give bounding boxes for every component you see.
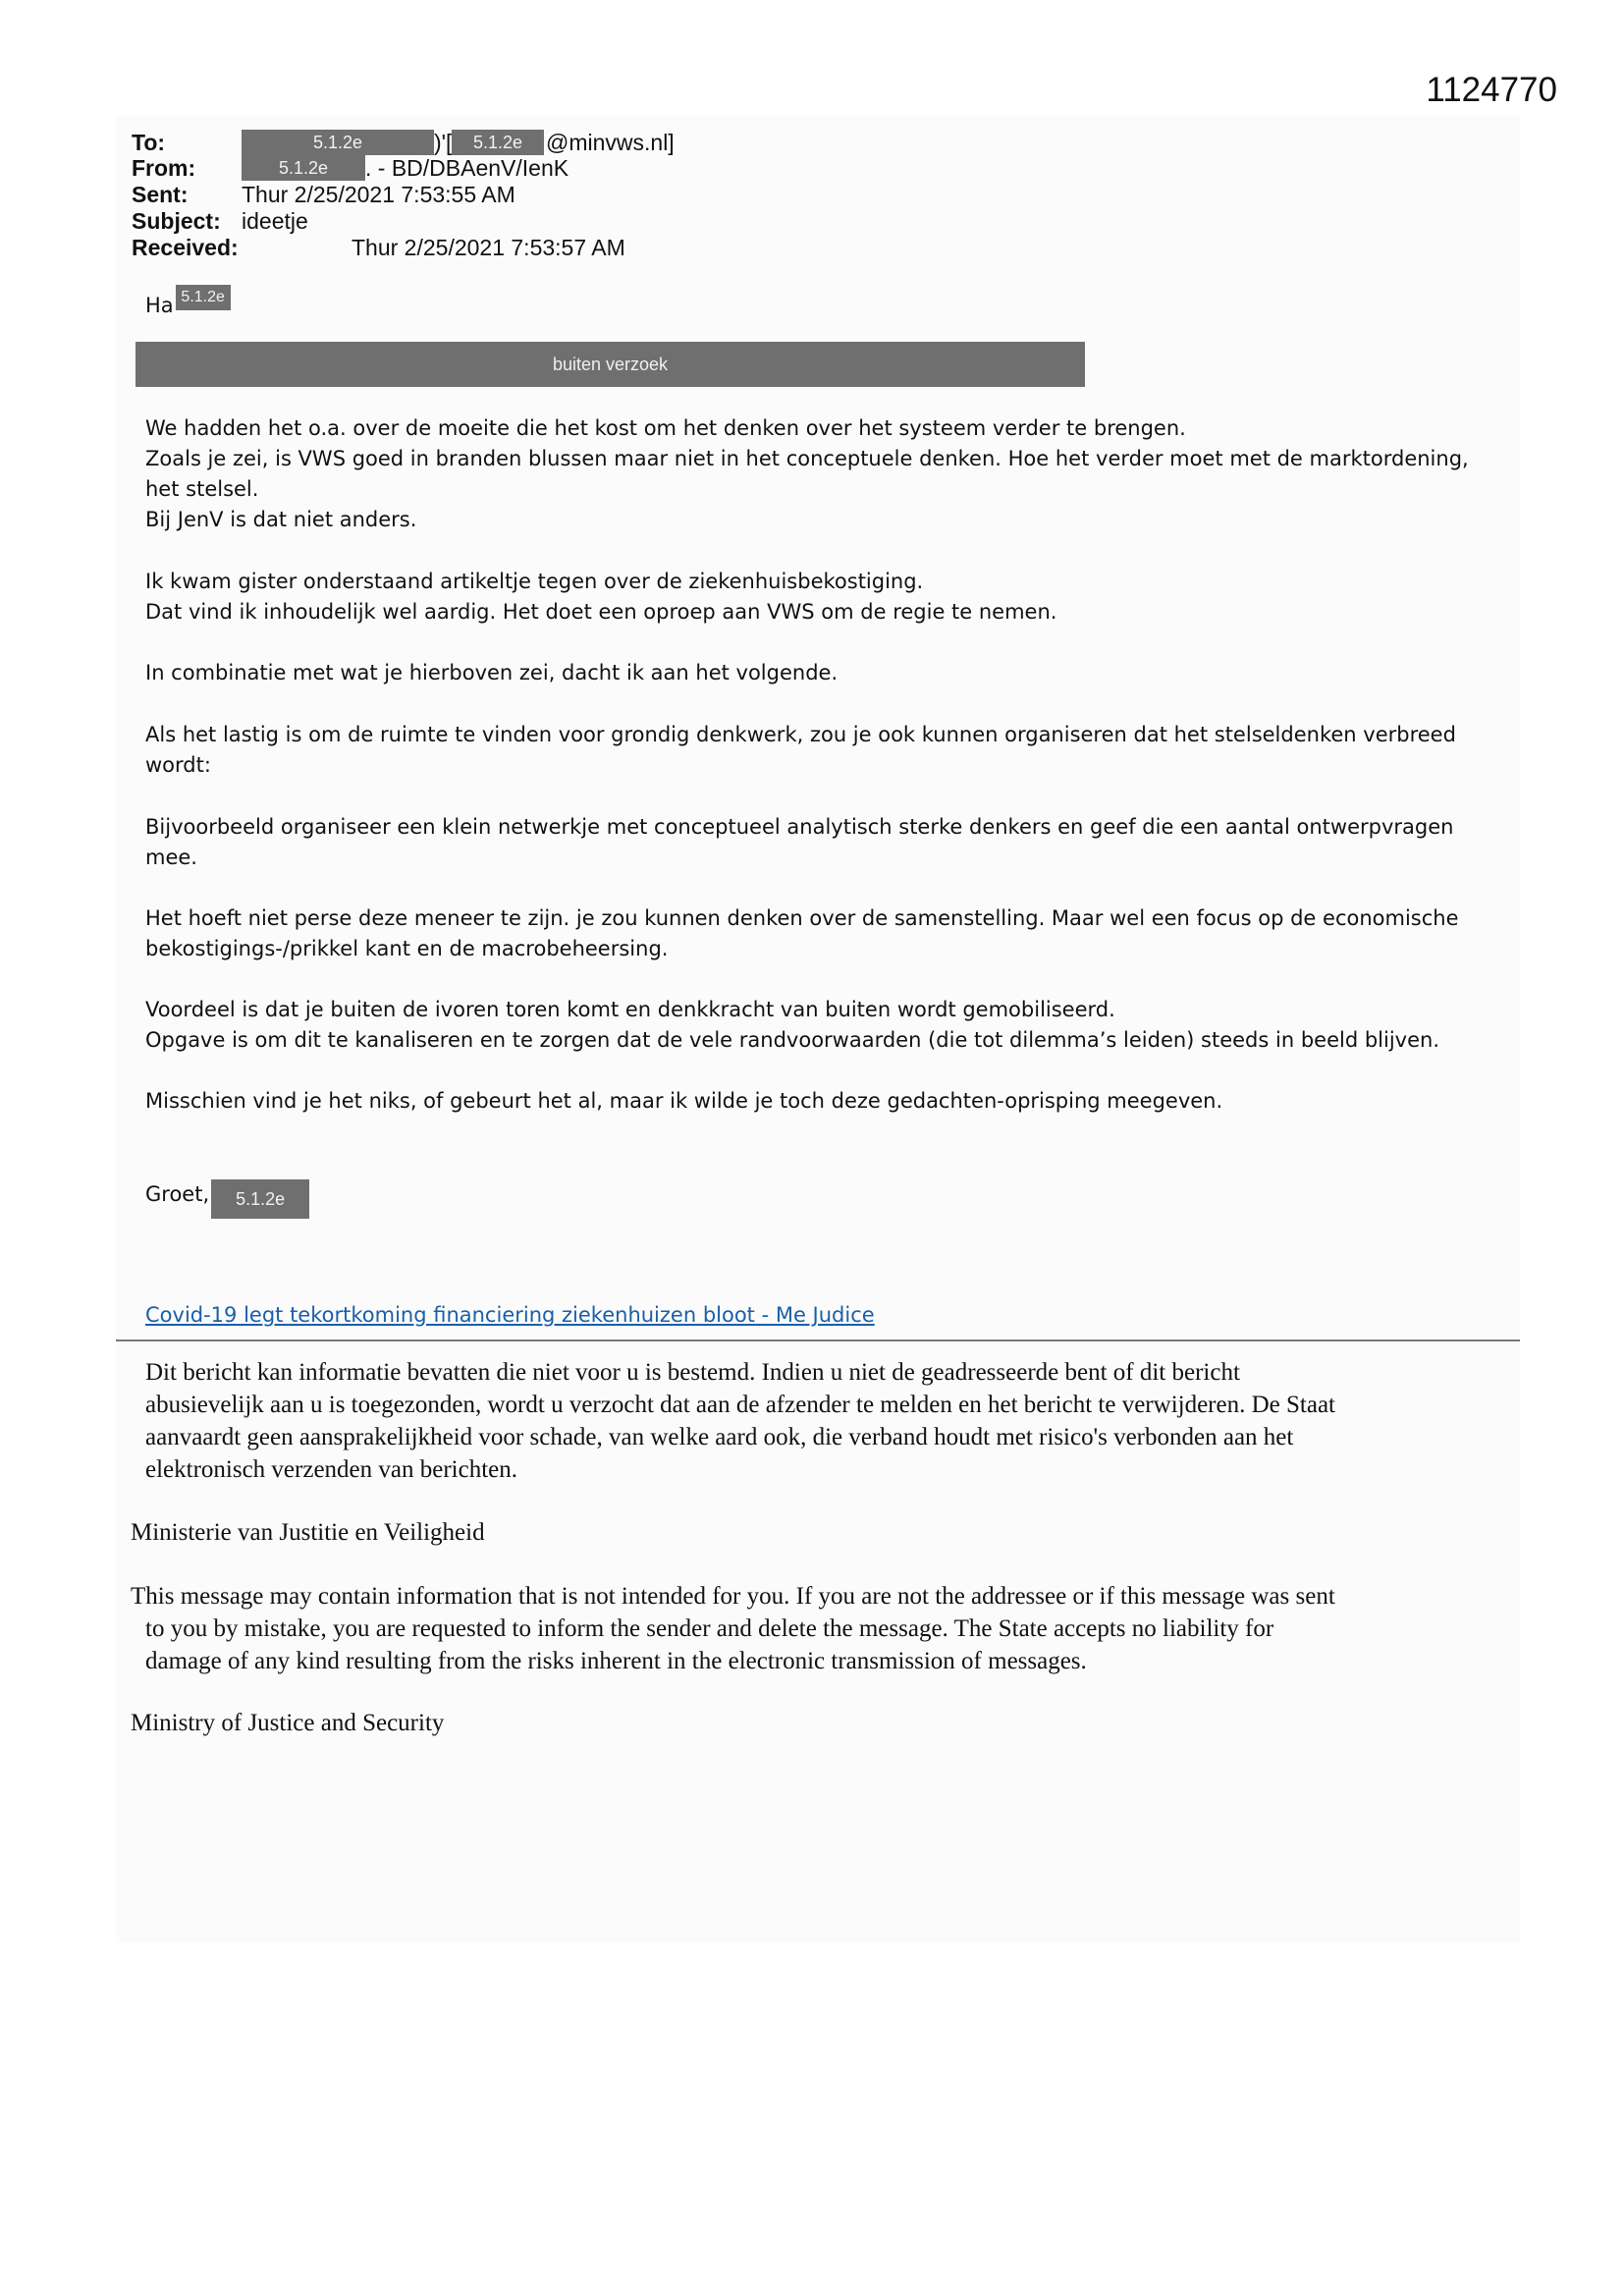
header-to-row (132, 130, 675, 156)
subject-value: ideetje (242, 208, 308, 234)
paragraph-line: wordt: (145, 753, 211, 777)
redaction-greeting-name: 5.1.2e (176, 285, 231, 310)
sent-label: Sent: (132, 182, 189, 207)
ministry-dutch: Ministerie van Justitie en Veiligheid (131, 1519, 485, 1546)
disclaimer-line: damage of any kind resulting from the risks inherent in the electronic transmission of messages. (145, 1648, 1087, 1674)
paragraph-2 (145, 567, 1510, 628)
paragraph-line: Als het lastig is om de ruimte te vinden voor grondig denkwerk, zou je ook kunnen organiseren dat het stelseldenken verbreed (145, 723, 1456, 746)
paragraph-line: mee. (145, 846, 197, 869)
closing-line (145, 1179, 1510, 1219)
paragraph-line: We hadden het o.a. over de moeite die het kost om het denken over het systeem verder te brengen. (145, 416, 1186, 440)
paragraph-1 (145, 413, 1510, 535)
paragraph-line: Ik kwam gister onderstaand artikeltje tegen over de ziekenhuisbekostiging. (145, 570, 924, 593)
disclaimer-line: to you by mistake, you are requested to inform the sender and delete the message. The State accepts no liability for (145, 1615, 1274, 1642)
subject-label: Subject: (132, 208, 221, 234)
disclaimer-line: aanvaardt geen aansprakelijkheid voor schade, van welke aard ook, die verband houdt met risico's verbonden aan het (145, 1424, 1294, 1450)
disclaimer-line: Dit bericht kan informatie bevatten die niet voor u is bestemd. Indien u niet de geadresseerde bent of dit bericht (145, 1359, 1240, 1386)
header-received-row (132, 235, 625, 261)
header-sent-row (132, 182, 515, 208)
from-department: . - BD/DBAenV/IenK (365, 155, 569, 181)
sent-value: Thur 2/25/2021 7:53:55 AM (242, 182, 515, 207)
paragraph-line: Voordeel is dat je buiten de ivoren toren komt en denkkracht van buiten wordt gemobiliseerd. (145, 998, 1115, 1021)
redaction-to-name: 5.1.2e (242, 130, 434, 155)
disclaimer-dutch (145, 1356, 1335, 1486)
received-label: Received: (132, 235, 239, 260)
to-domain: @minvws.nl] (546, 130, 675, 155)
paragraph-line: het stelsel. (145, 477, 259, 501)
paragraph-4 (145, 720, 1510, 781)
redaction-to-email: 5.1.2e (452, 130, 544, 155)
paragraph-line: Bijvoorbeeld organiseer een klein netwerkje met conceptueel analytisch sterke denkers en geef die een aantal ontwerpvragen (145, 815, 1454, 839)
received-value: Thur 2/25/2021 7:53:57 AM (352, 235, 625, 260)
article-link[interactable]: Covid-19 legt tekortkoming financiering ziekenhuizen bloot - Me Judice (145, 1303, 875, 1327)
header-subject-row (132, 208, 308, 235)
paragraph-8: Misschien vind je het niks, of gebeurt het al, maar ik wilde je toch deze gedachten-oprisping meegeven. (145, 1089, 1223, 1113)
redaction-signature: 5.1.2e (211, 1179, 309, 1219)
ministry-english: Ministry of Justice and Security (131, 1710, 445, 1736)
disclaimer-line: This message may contain information that is not intended for you. If you are not the addressee or if this message was sent (131, 1583, 1335, 1610)
divider (116, 1339, 1520, 1341)
paragraph-line: Bij JenV is dat niet anders. (145, 508, 417, 531)
disclaimer-line: abusievelijk aan u is toegezonden, wordt u verzocht dat aan de afzender te melden en het bericht te verwijderen. De Staat (145, 1392, 1335, 1418)
paragraph-3: In combinatie met wat je hierboven zei, dacht ik aan het volgende. (145, 661, 839, 684)
paragraph-6 (145, 903, 1510, 964)
paragraph-line: Dat vind ik inhoudelijk wel aardig. Het doet een oproep aan VWS om de regie te nemen. (145, 600, 1057, 624)
disclaimer-english (131, 1580, 1335, 1677)
paragraph-line: bekostigings-/prikkel kant en de macrobeheersing. (145, 937, 669, 960)
paragraph-line: Opgave is om dit te kanaliseren en te zorgen dat de vele randvoorwaarden (die tot dilemma’s leiden) steeds in beeld blijven. (145, 1028, 1439, 1052)
paragraph-5 (145, 812, 1510, 873)
from-label: From: (132, 155, 196, 181)
closing: Groet, (145, 1182, 210, 1206)
document-number: 1124770 (1426, 71, 1557, 109)
header-from-row (132, 155, 569, 182)
greeting-line (145, 291, 1510, 321)
to-label: To: (132, 130, 166, 155)
greeting: Ha (145, 294, 174, 317)
paragraph-line: Het hoeft niet perse deze meneer te zijn. je zou kunnen denken over de samenstelling. Maar wel een focus op de economische (145, 906, 1459, 930)
disclaimer-line: elektronisch verzenden van berichten. (145, 1456, 517, 1483)
redaction-banner: buiten verzoek (135, 342, 1085, 387)
paragraph-line: Zoals je zei, is VWS goed in branden blussen maar niet in het conceptuele denken. Hoe het verder moet met de marktordening, (145, 447, 1469, 470)
paragraph-7 (145, 995, 1510, 1056)
redaction-from-name: 5.1.2e (242, 155, 365, 181)
to-separator: )'[ (434, 130, 453, 155)
